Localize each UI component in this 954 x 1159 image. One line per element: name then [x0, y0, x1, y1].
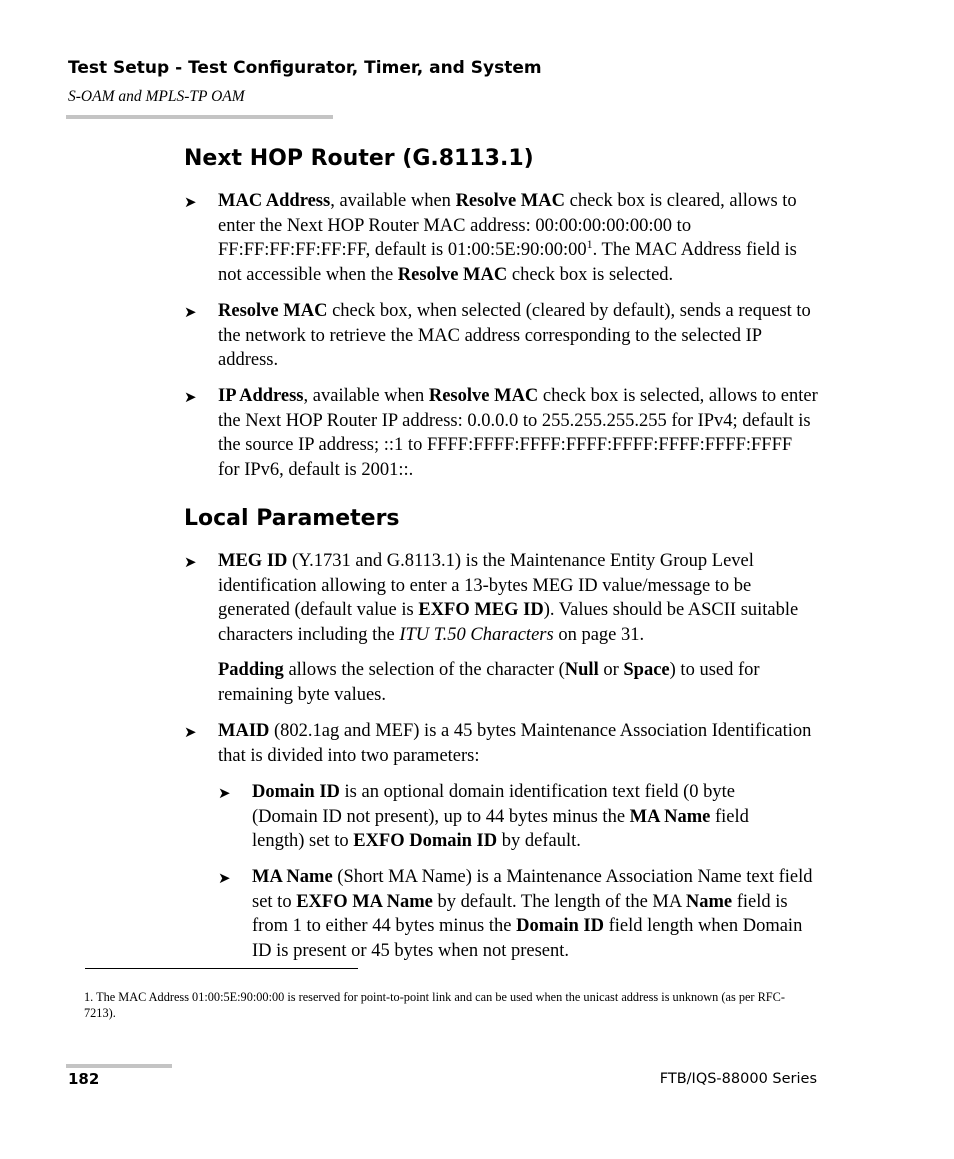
- list-item-ip-address: ➤ IP Address, available when Resolve MAC check box is selected, allows to enter the Next HOP Router IP address: 0.0.0.0 to 255.255.255.255 for IPv4; default is the source IP address; ::1 to FFFF:FFFF:FFFF:FFFF:FFFF:FFFF:FFFF:FFFF for IPv6, default is 2001::.: [184, 386, 818, 480]
- footnote: 1. The MAC Address 01:00:5E:90:00:00 is reserved for point-to-point link and can be used when the unicast address is unknown (as per RFC-7213).: [84, 990, 785, 1020]
- footer-divider: [66, 1064, 172, 1068]
- term-domain-id: Domain ID: [252, 782, 340, 802]
- running-header-title: Test Setup - Test Configurator, Timer, and System: [68, 58, 542, 78]
- section-heading-local-parameters: Local Parameters: [184, 506, 400, 531]
- bullet-arrow-icon: ➤: [184, 388, 197, 406]
- list-item-meg-id: ➤ MEG ID (Y.1731 and G.8113.1) is the Maintenance Entity Group Level identification allowing to enter a 13-bytes MEG ID value/message to be generated (default value is EXFO MEG ID). Values should be ASCII suitable characters including the ITU T.50 Characters on page 31.: [184, 551, 799, 645]
- bullet-arrow-icon: ➤: [184, 303, 197, 321]
- bullet-arrow-icon: ➤: [184, 193, 197, 211]
- bullet-arrow-icon: ➤: [184, 723, 197, 741]
- list-item-maid: ➤ MAID (802.1ag and MEF) is a 45 bytes Maintenance Association Identification that is divided into two parameters:: [184, 721, 812, 766]
- list-item-mac-address: ➤ MAC Address, available when Resolve MAC check box is cleared, allows to enter the Next HOP Router MAC address: 00:00:00:00:00:00 to FF:FF:FF:FF:FF:FF, default is $01:00:5E:90:00:00^1$. The MAC Address field is not accessible when the Resolve MAC check box is selected.: [184, 191, 797, 285]
- paragraph-padding: Padding allows the selection of the character (Null or Space) to used for remaining byte values.: [218, 660, 760, 705]
- section-heading-next-hop: Next HOP Router (G.8113.1): [184, 146, 534, 171]
- term-ma-name: MA Name: [252, 867, 333, 887]
- sub-list-item-ma-name: ➤ MA Name (Short MA Name) is a Maintenance Association Name text field set to EXFO MA Name by default. The length of the MA Name field is from 1 to either 44 bytes minus the Domain ID field length when Domain ID is present or 45 bytes when not present.: [218, 867, 813, 961]
- footnote-ref[interactable]: 1: [586, 236, 593, 251]
- sub-list-item-domain-id: ➤ Domain ID is an optional domain identification text field (0 byte (Domain ID not present), up to 44 bytes minus the MA Name field length) set to EXFO Domain ID by default.: [218, 782, 749, 851]
- header-divider: [66, 115, 333, 119]
- cross-reference-link[interactable]: ITU T.50 Characters: [399, 624, 554, 645]
- running-header-subtitle: S-OAM and MPLS-TP OAM: [68, 88, 245, 105]
- footnote-divider: [85, 968, 358, 969]
- page-number: 182: [68, 1070, 100, 1088]
- term-padding: Padding: [218, 660, 284, 680]
- list-item-resolve-mac: ➤ Resolve MAC check box, when selected (cleared by default), sends a request to the network to retrieve the MAC address corresponding to the selected IP address.: [184, 301, 811, 370]
- product-series: FTB/IQS-88000 Series: [659, 1071, 817, 1087]
- term-meg-id: MEG ID: [218, 551, 288, 571]
- bullet-arrow-icon: ➤: [218, 869, 231, 887]
- term-resolve-mac: Resolve MAC: [218, 301, 328, 321]
- term-ip-address: IP Address: [218, 386, 304, 406]
- term-mac-address: MAC Address: [218, 191, 331, 211]
- bullet-arrow-icon: ➤: [218, 784, 231, 802]
- bullet-arrow-icon: ➤: [184, 553, 197, 571]
- term-maid: MAID: [218, 721, 270, 741]
